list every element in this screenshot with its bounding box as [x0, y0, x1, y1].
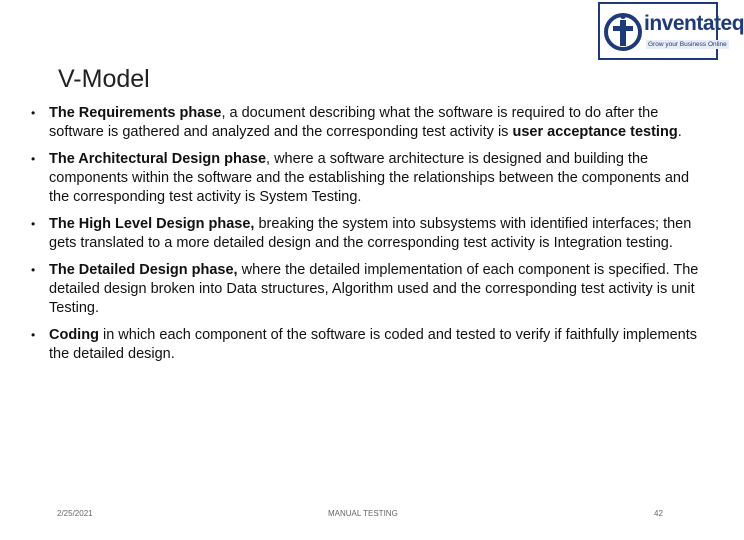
bullet-list	[29, 104, 709, 372]
bullet-item	[29, 326, 709, 364]
bullet-text: breaking the system into subsystems with identified interfaces; then gets translated to a more detailed design and the corresponding test activity is Integration testing.	[49, 216, 692, 251]
bullet-item	[29, 215, 709, 253]
bullet-text-bold: The Detailed Design phase,	[49, 262, 238, 278]
bullet-text: , where a software architecture is designed and building the components within the software and the establishing the relationships between the components and the corresponding test activity is System Testing.	[49, 151, 690, 205]
logo-tagline: Grow your Business Online	[648, 41, 727, 48]
bullet-text-bold: The Requirements phase	[49, 105, 222, 121]
footer-date: 2/25/2021	[57, 509, 93, 518]
bullet-text: in which each component of the software is coded and tested to verify if faithfully implements the detailed design.	[49, 327, 697, 362]
slide-title: V-Model	[58, 65, 150, 93]
bullet-text-bold: The High Level Design phase,	[49, 216, 255, 232]
bullet-text-bold: The Architectural Design phase	[49, 151, 267, 167]
bullet-text-bold: Coding	[49, 327, 99, 343]
bullet-text: , a document describing what the software is required to do after the software is gathered and analyzed and the corresponding test activity is	[49, 105, 659, 140]
bullet-item	[29, 150, 709, 207]
footer-title: MANUAL TESTING	[328, 509, 398, 518]
footer-page-number: 42	[654, 509, 663, 518]
bullet-item	[29, 261, 709, 318]
company-logo	[598, 2, 744, 60]
logo-wordmark: inventateq	[644, 12, 744, 35]
bullet-text: .	[677, 124, 682, 140]
bullet-item	[29, 104, 709, 142]
logo-mark-icon	[604, 8, 642, 56]
bullet-text: where the detailed implementation of each component is specified. The detailed design broken into Data structures, Algorithm used and the corresponding test activity is unit Testing.	[49, 262, 699, 316]
bullet-text-bold: user acceptance testing	[512, 124, 678, 140]
